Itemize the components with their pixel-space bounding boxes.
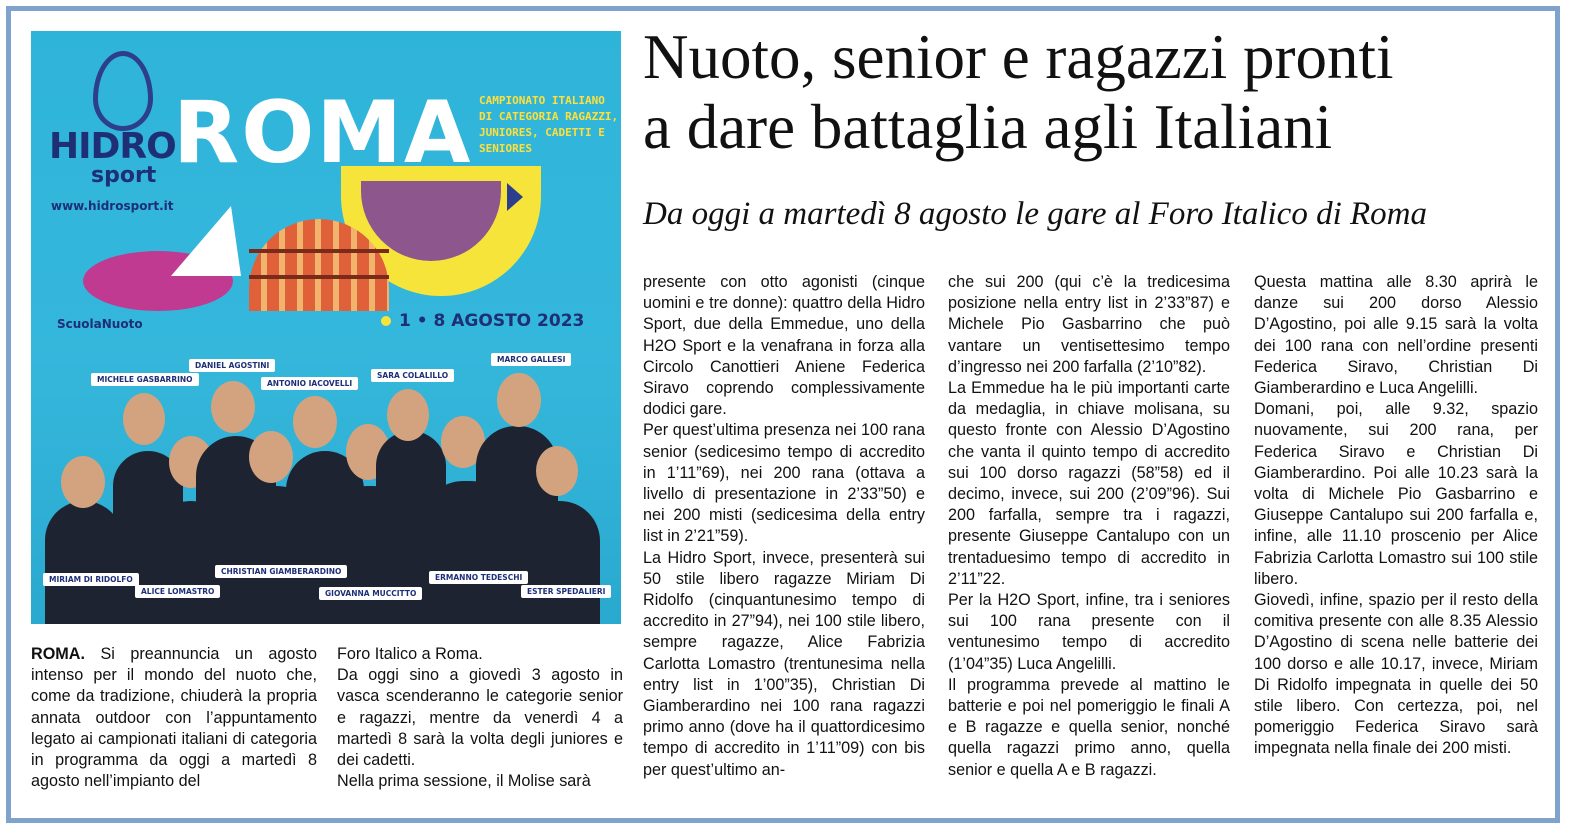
athlete-head: [123, 393, 165, 445]
article-column-1: [31, 644, 317, 792]
article-column-4: [948, 272, 1230, 781]
hidro-logo-icon: [93, 51, 153, 131]
athlete-label: MICHELE GASBARRINO: [91, 373, 199, 386]
poster-school: ScuolaNuoto: [57, 317, 143, 331]
paragraph: Da oggi sino a giovedì 3 agosto in vasca scenderanno le categorie senior e ragazzi, mentre da venerdì 4 a martedì 8 sarà la volta degli juniores e dei cadetti.: [337, 666, 623, 770]
athlete-label: CHRISTIAN GIAMBERARDINO: [215, 565, 347, 578]
athlete-figure: [45, 501, 123, 624]
paragraph: presente con otto agonisti (cinque uomini e tre donne): quattro della Hidro Sport, due della Emmedue, uno della H2O Sport e la venafrana in forza alla Circolo Canottieri Aniene Federica Siravo coprendo complessivamente dodici gare.: [643, 273, 925, 419]
paragraph: Nella prima sessione, il Molise sarà: [337, 772, 591, 791]
athlete-head: [497, 373, 541, 427]
poster-logo-main: HIDRO: [49, 126, 176, 167]
athlete-label: GIOVANNA MUCCITTO: [319, 587, 422, 600]
title-line-2: a dare battaglia agli Italiani: [643, 92, 1333, 162]
title-line-1: Nuoto, senior e ragazzi pronti: [643, 22, 1394, 92]
article-title: [643, 22, 1543, 162]
athlete-label: MIRIAM DI RIDOLFO: [43, 573, 139, 586]
triangle-icon: [507, 183, 523, 211]
athlete-head: [249, 431, 293, 483]
poster-dates: 1 • 8 AGOSTO 2023: [381, 311, 584, 331]
athlete-head: [536, 446, 578, 496]
paragraph: Giovedì, infine, spazio per il resto della comitiva presente con alle 8.35 Alessio D’Agostino di scena nelle batterie dei 100 dorso e alle 10.17, invece, Miriam Di Ridolfo impegnata in quelle dei 50 stile libero. Con certezza, poi, nel pomeriggio Federica Siravo sarà impegnata nella finale dei 200 misti.: [1254, 591, 1538, 758]
paragraph: Si preannuncia un agosto intenso per il mondo del nuoto che, come da tradizione, chiuderà la propria annata outdoor con l’appuntamento legato ai campionati italiani di categoria in programma da oggi a martedì 8 agosto nell’impianto del: [31, 645, 317, 791]
poster-image: [31, 31, 621, 624]
poster-logo-sub: sport: [91, 163, 157, 188]
paragraph: La Hidro Sport, invece, presenterà sui 50 stile libero ragazze Miriam Di Ridolfo (cinquantunesimo tempo di accredito in 27”94), nei 100 stile libero, sempre ragazze, Alice Fabrizia Carlotta Lomastro (trentunesima nella entry list in 1’00”35), Christian Di Giamberardino nei 100 rana ragazzi primo anno (dove ha il quattordicesimo tempo di accredito in 1’11”09) con bis per quest’ultimo an-: [643, 548, 925, 779]
athlete-head: [387, 389, 429, 441]
athlete-label: ALICE LOMASTRO: [135, 585, 220, 598]
paragraph: Per quest’ultima presenza nei 100 rana senior (sedicesimo tempo di accredito in 1’11”69), nei 200 rana (ottava a livello di presentazione in 2’33”50) e nei 200 misti (sedicesima della entry list in 2’21”59).: [643, 421, 925, 546]
athlete-label: DANIEL AGOSTINI: [189, 359, 275, 372]
poster-championship: CAMPIONATO ITALIANO DI CATEGORIA RAGAZZI, JUNIORES, CADETTI E SENIORES: [479, 94, 619, 155]
athlete-label: MARCO GALLESI: [491, 353, 571, 366]
paragraph: Per la H2O Sport, infine, tra i seniores sui 100 rana presente con il ventunesimo tempo di accredito (1’04”35) Luca Angelilli.: [948, 591, 1230, 673]
article-column-5: [1254, 272, 1538, 760]
dotted-shape: [171, 206, 241, 276]
athlete-label: ANTONIO IACOVELLI: [261, 377, 358, 390]
paragraph: Domani, poi, alle 9.32, spazio nuovamente, sui 200 rana, per Federica Siravo e Christian Di Giamberardino. Poi alle 10.23 sarà la volta di Michele Pio Gasbarrino e Giuseppe Cantalupo sui 200 farfalla e, infine, alle 11.10 proscenio per Alice Fabrizia Carlotta Lomastro sui 100 stile libero.: [1254, 400, 1538, 588]
athlete-head: [61, 456, 105, 508]
paragraph: Foro Italico a Roma.: [337, 645, 483, 663]
article-column-2: [337, 644, 623, 792]
dateline: ROMA.: [31, 645, 85, 663]
paragraph: La Emmedue ha le più importanti carte da medaglia, in chiave molisana, su questo fronte con Alessio D’Agostino che vanta il quinto tempo di accredito sui 100 dorso ragazzi (58”58) ed il decimo, invece, sui 200 (2’09”96). Sui 200 farfalla, sempre tra i ragazzi, presente Giuseppe Cantalupo con un trentaduesimo tempo di accredito in 2’11”22.: [948, 379, 1230, 588]
athlete-label: SARA COLALILLO: [371, 369, 454, 382]
athlete-label: ESTER SPEDALIERI: [521, 585, 611, 598]
poster-website: www.hidrosport.it: [51, 199, 174, 213]
article-column-3: [643, 272, 925, 781]
paragraph: Questa mattina alle 8.30 aprirà le danze sui 200 dorso Alessio D’Agostino, poi alle 9.15 sarà la volta dei 100 rana con nell’ordine presenti Federica Siravo, Christian Di Giamberardino e Luca Angelilli.: [1254, 273, 1538, 398]
poster-city: ROMA: [173, 83, 473, 183]
athlete-head: [293, 396, 337, 448]
paragraph: che sui 200 (qui c’è la tredicesima posizione nella entry list in 2’33”87) e Michele Pio Gasbarrino che può vantare un ventisettesimo tempo d’ingresso nei 200 farfalla (2’10”82).: [948, 273, 1230, 376]
athlete-head: [211, 381, 255, 433]
article-subtitle: Da oggi a martedì 8 agosto le gare al Foro Italico di Roma: [643, 196, 1427, 232]
paragraph: Il programma prevede al mattino le batterie e poi nel pomeriggio le finali A e B ragazze e quella senior, nonché quella ragazzi primo anno, quella senior e quella A e B ragazzi.: [948, 675, 1230, 779]
athlete-figure: [516, 501, 600, 624]
athlete-label: ERMANNO TEDESCHI: [429, 571, 528, 584]
